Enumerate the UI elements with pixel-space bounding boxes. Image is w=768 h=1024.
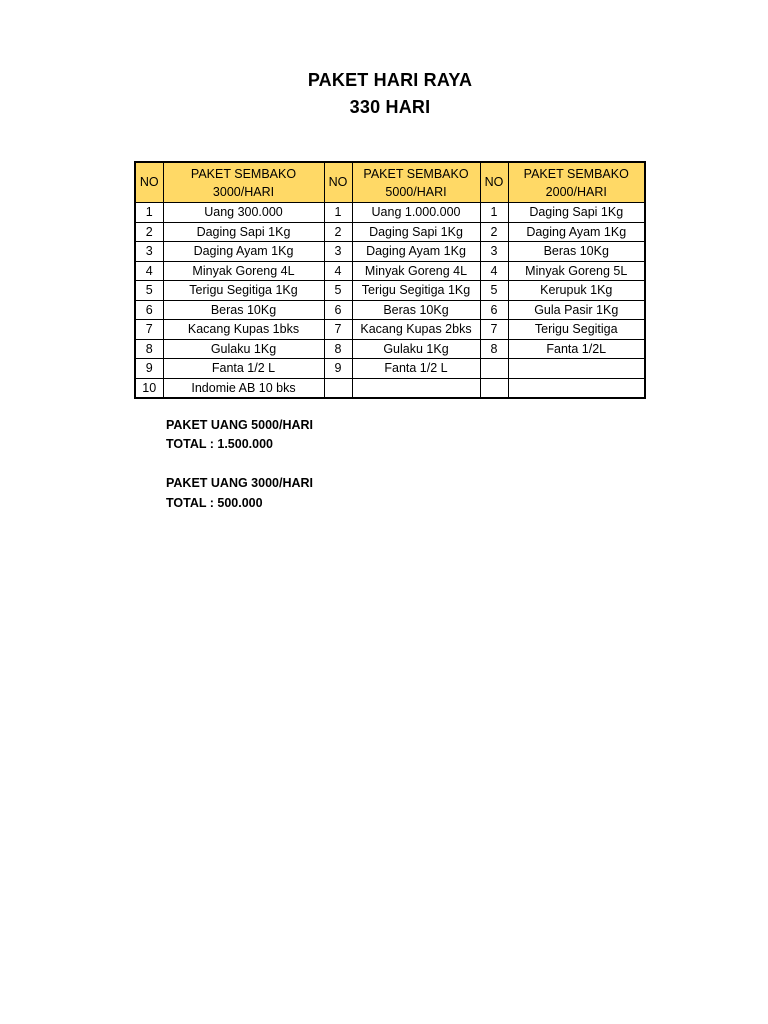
row-no-3000: 4 — [135, 261, 163, 281]
table-row — [135, 359, 645, 379]
row-item-2000: Terigu Segitiga — [508, 320, 645, 340]
header-paket-2000 — [508, 162, 645, 203]
row-no-5000: 2 — [324, 222, 352, 242]
header-no-1: NO — [135, 162, 163, 203]
row-no-5000: 7 — [324, 320, 352, 340]
paket-uang-3000-total: TOTAL : 500.000 — [166, 496, 263, 510]
row-item-5000: Daging Ayam 1Kg — [352, 242, 480, 262]
header-no-3: NO — [480, 162, 508, 203]
row-no-3000: 5 — [135, 281, 163, 301]
row-no-3000: 6 — [135, 300, 163, 320]
row-no-3000: 7 — [135, 320, 163, 340]
row-no-2000: 1 — [480, 203, 508, 223]
table-row — [135, 222, 645, 242]
header-paket-3000 — [163, 162, 324, 203]
row-no-2000: 4 — [480, 261, 508, 281]
row-item-3000: Uang 300.000 — [163, 203, 324, 223]
table-row — [135, 281, 645, 301]
row-item-2000: Kerupuk 1Kg — [508, 281, 645, 301]
table-row — [135, 320, 645, 340]
header-paket-2000-line1: PAKET SEMBAKO — [523, 166, 629, 181]
row-no-5000: 5 — [324, 281, 352, 301]
row-item-3000: Terigu Segitiga 1Kg — [163, 281, 324, 301]
paket-uang-3000-label: PAKET UANG 3000/HARI — [166, 476, 314, 490]
row-item-5000: Kacang Kupas 2bks — [352, 320, 480, 340]
row-item-2000: Daging Sapi 1Kg — [508, 203, 645, 223]
row-no-5000: 4 — [324, 261, 352, 281]
table-row — [135, 378, 645, 398]
row-no-2000: 5 — [480, 281, 508, 301]
row-item-5000: Daging Sapi 1Kg — [352, 222, 480, 242]
row-no-2000: 3 — [480, 242, 508, 262]
page-title: PAKET HARI RAYA — [307, 70, 473, 90]
table-row — [135, 339, 645, 359]
row-item-3000: Daging Ayam 1Kg — [163, 242, 324, 262]
header-paket-3000-line2: 3000/HARI — [212, 184, 275, 199]
row-item-5000: Terigu Segitiga 1Kg — [352, 281, 480, 301]
row-item-2000: Gula Pasir 1Kg — [508, 300, 645, 320]
row-no-3000: 10 — [135, 378, 163, 398]
row-no-2000: 2 — [480, 222, 508, 242]
row-no-3000: 8 — [135, 339, 163, 359]
row-no-5000: 3 — [324, 242, 352, 262]
row-no-2000 — [480, 378, 508, 398]
table-row — [135, 242, 645, 262]
row-no-5000: 9 — [324, 359, 352, 379]
row-item-2000 — [508, 359, 645, 379]
table-row — [135, 261, 645, 281]
row-item-2000: Minyak Goreng 5L — [508, 261, 645, 281]
row-no-5000: 8 — [324, 339, 352, 359]
row-item-2000 — [508, 378, 645, 398]
row-no-5000: 1 — [324, 203, 352, 223]
row-no-2000 — [480, 359, 508, 379]
row-no-2000: 8 — [480, 339, 508, 359]
row-item-3000: Minyak Goreng 4L — [163, 261, 324, 281]
row-item-5000: Beras 10Kg — [352, 300, 480, 320]
header-paket-5000-line2: 5000/HARI — [385, 184, 447, 199]
header-paket-5000-line1: PAKET SEMBAKO — [363, 166, 469, 181]
row-item-2000: Daging Ayam 1Kg — [508, 222, 645, 242]
row-item-2000: Beras 10Kg — [508, 242, 645, 262]
row-item-5000: Minyak Goreng 4L — [352, 261, 480, 281]
table-row — [135, 300, 645, 320]
header-paket-3000-line1: PAKET SEMBAKO — [190, 166, 297, 181]
row-item-2000: Fanta 1/2L — [508, 339, 645, 359]
row-item-5000 — [352, 378, 480, 398]
row-item-3000: Daging Sapi 1Kg — [163, 222, 324, 242]
table-header-row — [135, 162, 645, 203]
paket-uang-5000-total: TOTAL : 1.500.000 — [166, 437, 273, 451]
row-item-3000: Beras 10Kg — [163, 300, 324, 320]
row-no-3000: 9 — [135, 359, 163, 379]
row-item-5000: Gulaku 1Kg — [352, 339, 480, 359]
row-no-2000: 6 — [480, 300, 508, 320]
row-no-5000 — [324, 378, 352, 398]
row-item-3000: Kacang Kupas 1bks — [163, 320, 324, 340]
paket-uang-5000-label: PAKET UANG 5000/HARI — [166, 418, 314, 432]
header-no-2: NO — [324, 162, 352, 203]
row-no-3000: 3 — [135, 242, 163, 262]
row-item-3000: Indomie AB 10 bks — [163, 378, 324, 398]
header-paket-2000-line2: 2000/HARI — [545, 184, 607, 199]
row-no-3000: 1 — [135, 203, 163, 223]
page-subtitle: 330 HARI — [349, 97, 431, 117]
row-no-3000: 2 — [135, 222, 163, 242]
row-item-3000: Fanta 1/2 L — [163, 359, 324, 379]
table-row — [135, 203, 645, 223]
row-no-5000: 6 — [324, 300, 352, 320]
sembako-table — [134, 161, 646, 399]
header-paket-5000 — [352, 162, 480, 203]
row-item-5000: Uang 1.000.000 — [352, 203, 480, 223]
row-item-3000: Gulaku 1Kg — [163, 339, 324, 359]
row-no-2000: 7 — [480, 320, 508, 340]
row-item-5000: Fanta 1/2 L — [352, 359, 480, 379]
